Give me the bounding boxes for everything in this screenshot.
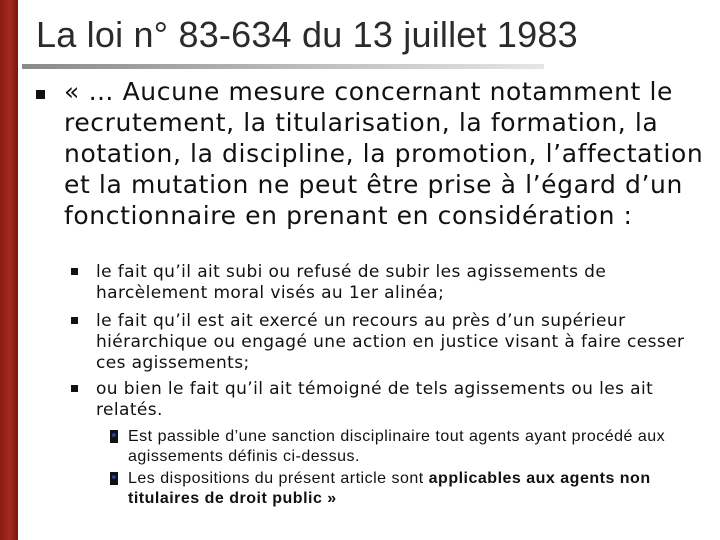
dot-bullet-icon: •: [110, 429, 118, 444]
main-paragraph: « … Aucune mesure concernant notamment le recrutement, la titularisation, la formation, la notation, la discipline, la promotion, l’affectation et la mutation ne peut être prise à l’égard d’un fonctionnaire en prenant en considération :: [64, 77, 704, 230]
sub-item-2: le fait qu’il est ait exercé un recours au près d’un supérieur hiérarchique ou engagé une action en justice visant à faire cesser ces agissements;: [96, 311, 685, 373]
sub-item-3: ou bien le fait qu’il ait témoigné de tels agissements ou les ait relatés.: [96, 379, 654, 420]
dot-bullet-icon: •: [110, 471, 118, 486]
sub-sub-item-2: [128, 469, 708, 509]
sub-sub-item-2-text: Les dispositions du présent article sont: [128, 470, 429, 487]
sub-sub-item-1: Est passible d’une sanction disciplinaire tout agents ayant procédé aux agissements définis ci-dessus.: [128, 428, 666, 465]
left-accent-bar: [0, 0, 18, 540]
sub-sub-item-2-bold-text: applicables aux agents non titulaires de droit public »: [128, 470, 651, 507]
sub-item-1: le fait qu’il ait subi ou refusé de subir les agissements de harcèlement moral visés au 1er alinéa;: [96, 262, 607, 303]
square-bullet-icon: [71, 268, 78, 275]
square-bullet-icon: [71, 385, 78, 392]
square-bullet-icon: [36, 90, 45, 99]
square-bullet-icon: [71, 317, 78, 324]
title-underline: [22, 64, 544, 69]
slide-title: La loi n° 83-634 du 13 juillet 1983: [36, 14, 578, 55]
